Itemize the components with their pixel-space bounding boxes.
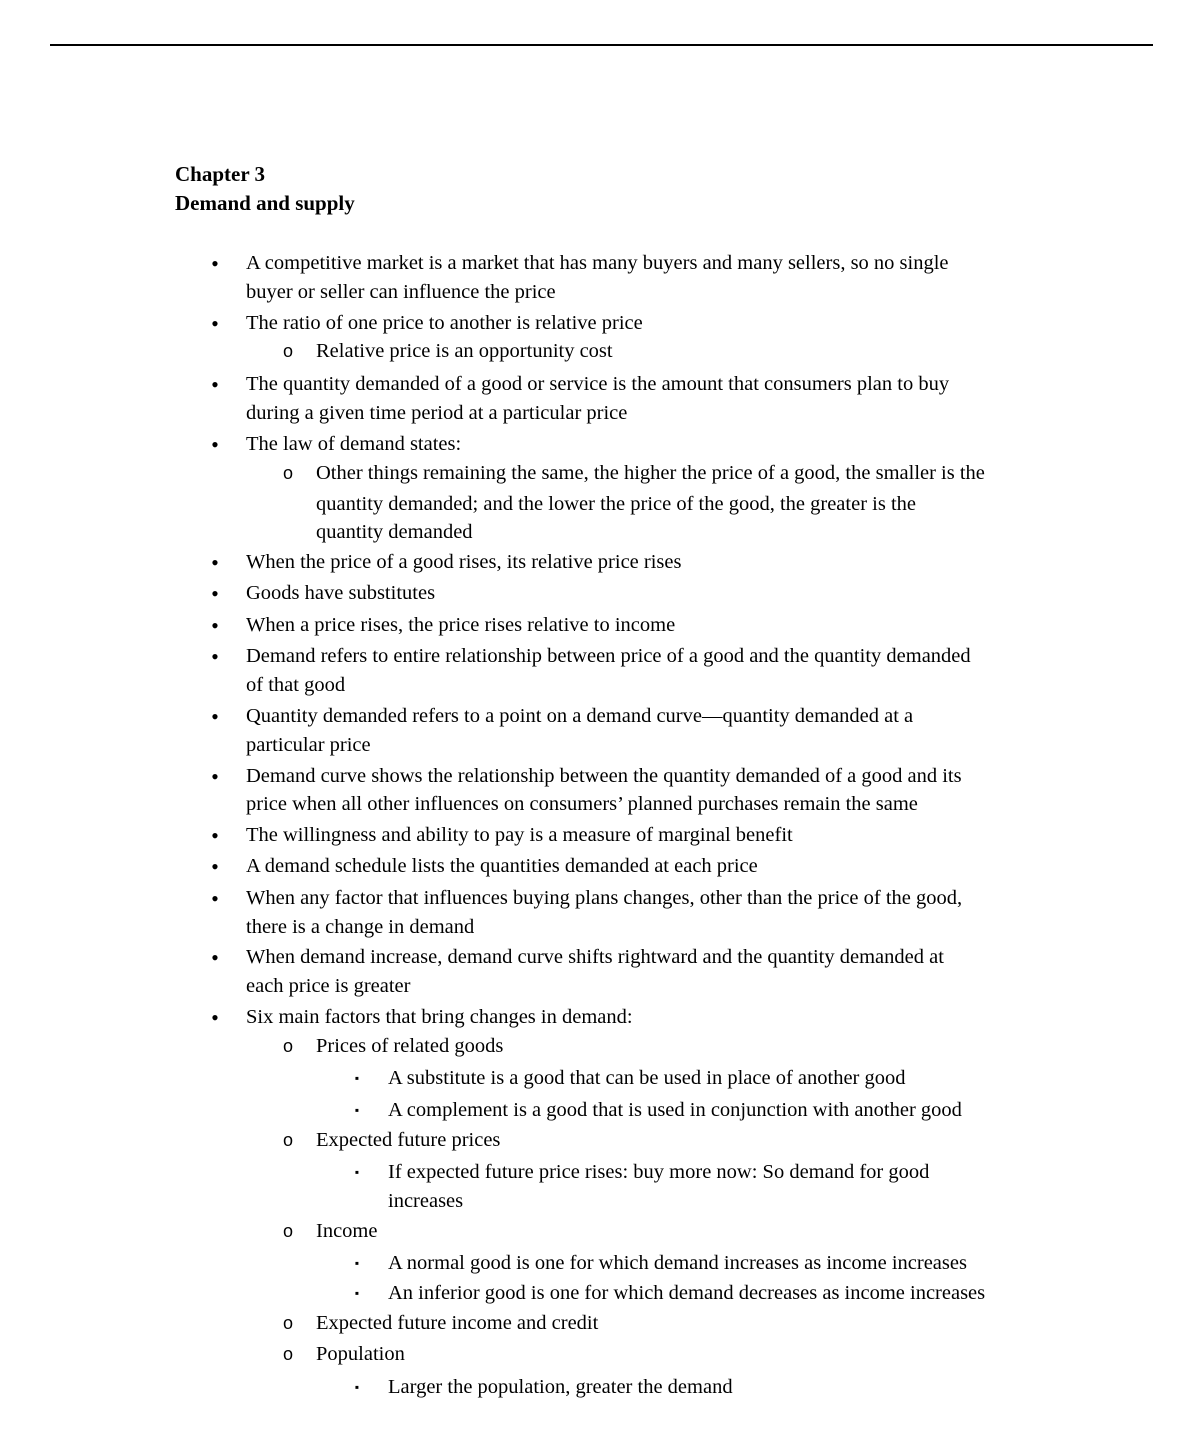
list-item-text: Demand refers to entire relationship between price of a good and the quantity demanded xyxy=(246,645,971,667)
list-item-text: When any factor that influences buying plans changes, other than the price of the good, xyxy=(246,887,963,909)
bullet-marker: • xyxy=(211,1005,219,1030)
list-item-text: Expected future prices xyxy=(316,1129,501,1151)
list-item-text: The willingness and ability to pay is a measure of marginal benefit xyxy=(246,824,793,846)
list-item-text: When the price of a good rises, its relative price rises xyxy=(246,551,682,573)
bullet-marker: • xyxy=(211,311,219,336)
square-marker: ▪ xyxy=(354,1165,360,1179)
list-item-text: A normal good is one for which demand increases as income increases xyxy=(388,1252,967,1274)
list-item-text: A competitive market is a market that has many buyers and many sellers, so no single xyxy=(246,252,949,274)
list-item-text: Larger the population, greater the demand xyxy=(388,1376,733,1398)
bullet-marker: • xyxy=(211,581,219,606)
circle-marker: o xyxy=(282,1036,293,1056)
list-item-text: Goods have substitutes xyxy=(246,582,436,604)
bullet-marker: • xyxy=(211,644,219,669)
bullet-marker: • xyxy=(211,432,219,457)
bullet-marker: • xyxy=(211,251,219,276)
bullet-marker: • xyxy=(211,613,219,638)
square-marker: ▪ xyxy=(354,1256,360,1270)
bullet-marker: • xyxy=(211,550,219,575)
list-item-continuation: there is a change in demand xyxy=(246,916,475,938)
circle-marker: o xyxy=(282,1313,293,1333)
list-item-text: Income xyxy=(316,1220,378,1242)
list-item-text: Relative price is an opportunity cost xyxy=(316,340,613,362)
list-item-text: If expected future price rises: buy more now: So demand for good xyxy=(388,1161,930,1183)
list-item-text: The ratio of one price to another is relative price xyxy=(246,312,643,334)
list-item-continuation: increases xyxy=(388,1190,464,1212)
list-item-text: Expected future income and credit xyxy=(316,1312,599,1334)
list-item-text: An inferior good is one for which demand decreases as income increases xyxy=(388,1282,986,1304)
list-item-text: The quantity demanded of a good or service is the amount that consumers plan to buy xyxy=(246,373,950,395)
list-item-text: Population xyxy=(316,1343,405,1365)
bullet-marker: • xyxy=(211,704,219,729)
square-marker: ▪ xyxy=(354,1286,360,1300)
list-item-text: Demand curve shows the relationship between the quantity demanded of a good and its xyxy=(246,765,962,787)
list-item-text: Prices of related goods xyxy=(316,1035,504,1057)
circle-marker: o xyxy=(282,1130,293,1150)
chapter-number: Chapter 3 xyxy=(175,162,266,186)
list-item-text: When a price rises, the price rises relative to income xyxy=(246,614,676,636)
bullet-marker: • xyxy=(211,372,219,397)
list-item-continuation: quantity demanded xyxy=(316,521,473,543)
circle-marker: o xyxy=(282,463,293,483)
list-item-text: The law of demand states: xyxy=(246,433,462,455)
square-marker: ▪ xyxy=(354,1071,360,1085)
top-rule xyxy=(50,44,1153,46)
chapter-title: Demand and supply xyxy=(175,191,355,215)
bullet-marker: • xyxy=(211,854,219,879)
list-item-text: A demand schedule lists the quantities demanded at each price xyxy=(246,855,758,877)
square-marker: ▪ xyxy=(354,1103,360,1117)
bullet-marker: • xyxy=(211,945,219,970)
circle-marker: o xyxy=(282,1221,293,1241)
list-item-continuation: of that good xyxy=(246,674,346,696)
bullet-marker: • xyxy=(211,823,219,848)
list-item-continuation: each price is greater xyxy=(246,975,411,997)
list-item-continuation: during a given time period at a particular price xyxy=(246,402,628,424)
bullet-marker: • xyxy=(211,886,219,911)
square-marker: ▪ xyxy=(354,1380,360,1394)
list-item-continuation: price when all other influences on consumers’ planned purchases remain the same xyxy=(246,793,918,815)
list-item-text: A complement is a good that is used in conjunction with another good xyxy=(388,1099,962,1121)
list-item-text: Other things remaining the same, the higher the price of a good, the smaller is the xyxy=(316,462,985,484)
list-item-continuation: quantity demanded; and the lower the price of the good, the greater is the xyxy=(316,493,916,515)
list-item-continuation: particular price xyxy=(246,734,371,756)
list-item-text: Six main factors that bring changes in demand: xyxy=(246,1006,633,1028)
bullet-marker: • xyxy=(211,764,219,789)
list-item-continuation: buyer or seller can influence the price xyxy=(246,281,556,303)
list-item-text: When demand increase, demand curve shifts rightward and the quantity demanded at xyxy=(246,946,944,968)
list-item-text: Quantity demanded refers to a point on a demand curve—quantity demanded at a xyxy=(246,705,914,727)
list-item-text: A substitute is a good that can be used in place of another good xyxy=(388,1067,906,1089)
circle-marker: o xyxy=(282,1344,293,1364)
circle-marker: o xyxy=(282,341,293,361)
